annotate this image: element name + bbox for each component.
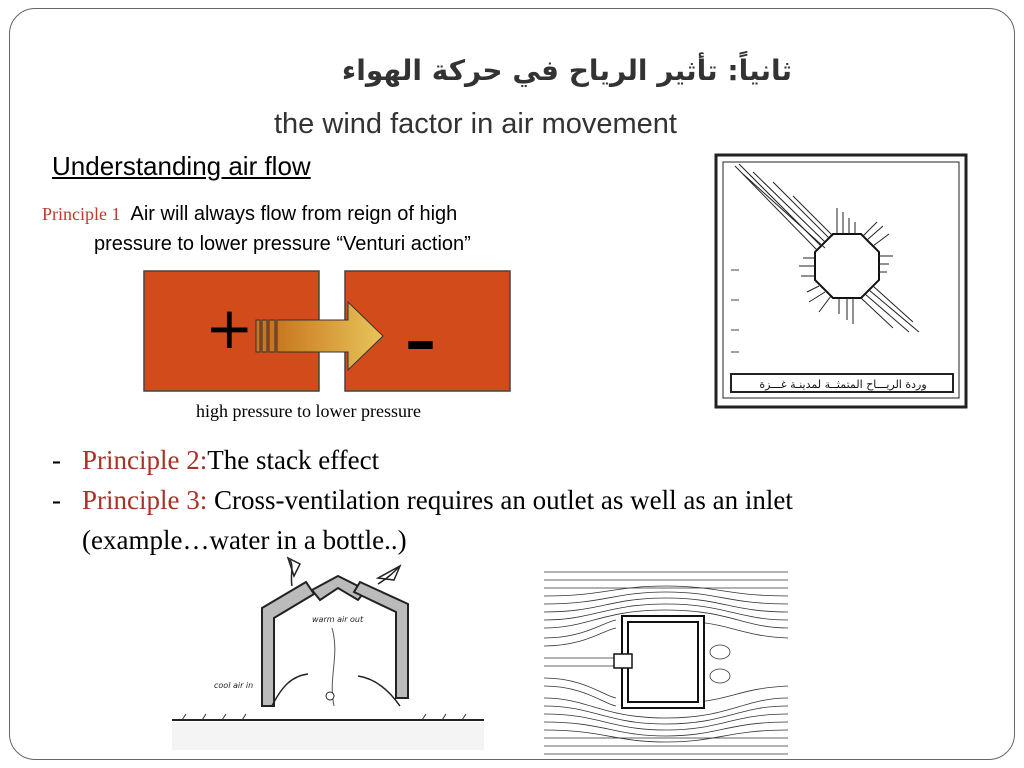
bullet-dash: - [52,485,61,515]
candle-flame-icon [326,692,334,700]
plus-symbol: + [205,294,254,362]
building-box-icon [622,616,704,708]
minus-symbol: – [405,304,436,377]
venturi-caption: high pressure to lower pressure [196,401,421,421]
principle-3-label: Principle 3: [82,485,208,515]
section-heading: Understanding air flow [52,151,311,181]
principle-1-label: Principle 1 [42,204,121,224]
principle-2-label: Principle 2: [82,445,208,475]
principle-1-text-line2: pressure to lower pressure “Venturi action” [94,233,471,255]
wind-rose-figure [713,152,969,410]
venturi-diagram [143,270,513,396]
principle-1-text-line1: Air will always flow from reign of high [130,203,458,225]
slide-title-english: the wind factor in air movement [274,108,677,140]
principle-2-text: The stack effect [207,445,380,475]
left-wall-icon [262,582,314,706]
cool-air-label: cool air in [214,681,254,690]
wind-rose-caption: وردة الريـــاح المتمثــة لمدينـة غـــزة [759,378,927,391]
principles-list [50,440,830,560]
principle-3-text: Cross-ventilation requires an outlet as well as an inlet (example…water in a bottle..) [82,485,793,555]
airflow-streamlines-figure [544,566,788,760]
list-item [50,440,830,480]
warm-air-label: warm air out [312,615,364,624]
list-item [50,480,830,560]
stack-effect-sketch [172,556,484,752]
slide-title-arabic: ثانياً: تأثير الرياح في حركة الهواء [341,54,793,87]
bullet-dash: - [52,445,61,475]
principle-1-paragraph [42,198,678,260]
